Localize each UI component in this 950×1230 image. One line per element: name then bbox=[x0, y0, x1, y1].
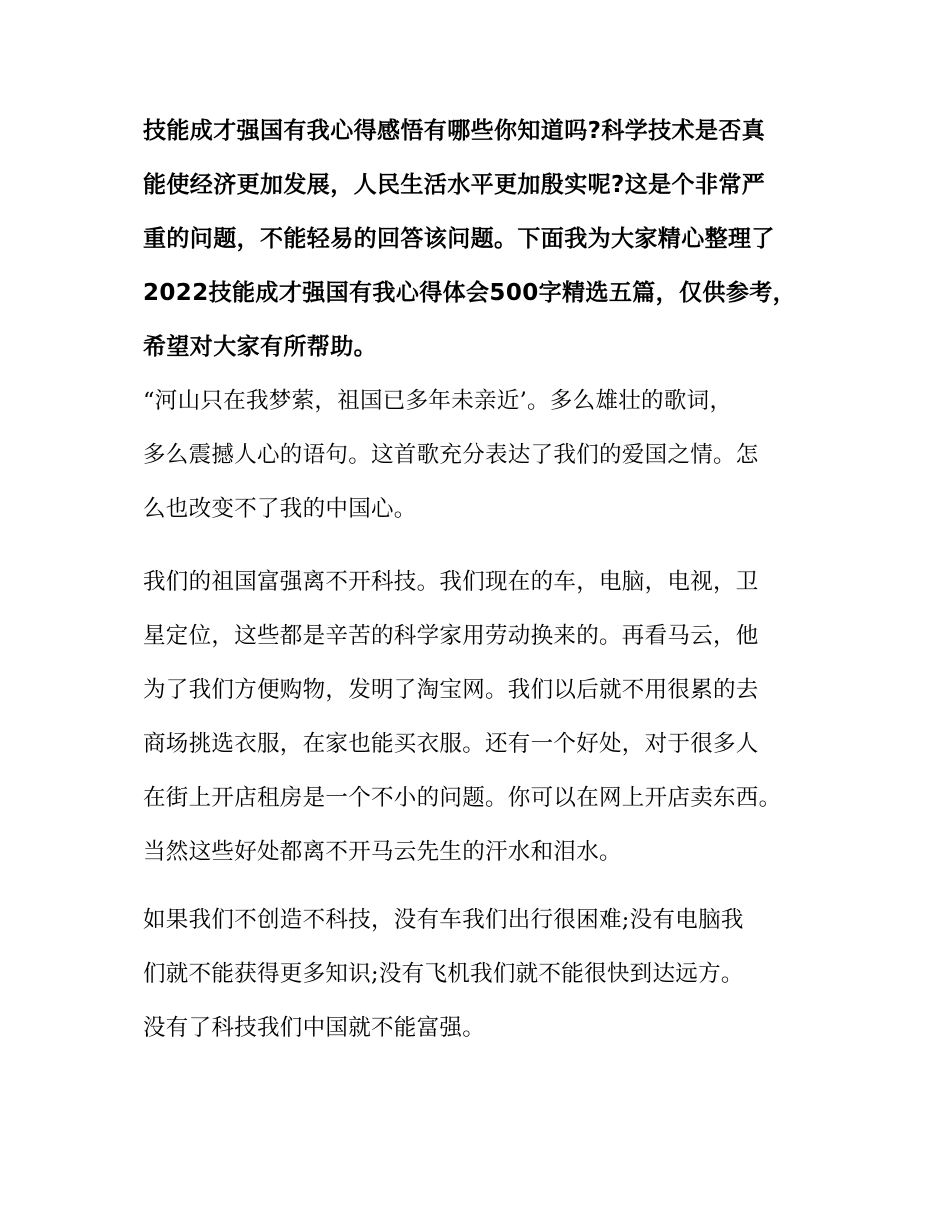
paragraph-2-line-5: 在街上开店租房是一个不小的问题。你可以在网上开店卖东西。 bbox=[143, 785, 782, 811]
paragraph-2-line-3: 为了我们方便购物，发明了淘宝网。我们以后就不用很累的去 bbox=[143, 677, 759, 703]
paragraph-2-line-6: 当然这些好处都离不开马云先生的汗水和泪水。 bbox=[143, 839, 622, 865]
paragraph-2-line-4: 商场挑选衣服，在家也能买衣服。还有一个好处，对于很多人 bbox=[143, 731, 759, 757]
paragraph-3-line-2: 们就不能获得更多知识;没有飞机我们就不能很快到达远方。 bbox=[143, 961, 744, 987]
intro-line-1: 技能成才强国有我心得感悟有哪些你知道吗?科学技术是否真 bbox=[143, 118, 766, 144]
intro-line-2: 能使经济更加发展，人民生活水平更加殷实呢?这是个非常严 bbox=[143, 172, 766, 198]
paragraph-2-line-1: 我们的祖国富强离不开科技。我们现在的车，电脑，电视，卫 bbox=[143, 569, 759, 595]
paragraph-3-line-3: 没有了科技我们中国就不能富强。 bbox=[143, 1015, 486, 1041]
intro-line-4: 2022技能成才强国有我心得体会500字精选五篇，仅供参考， bbox=[143, 280, 797, 306]
paragraph-3-line-1: 如果我们不创造不科技，没有车我们出行很困难;没有电脑我 bbox=[143, 907, 744, 933]
paragraph-1-line-3: 么也改变不了我的中国心。 bbox=[143, 496, 417, 522]
paragraph-1-line-1: “河山只在我梦萦，祖国已多年未亲近’。多么雄壮的歌词， bbox=[143, 388, 733, 414]
intro-line-5: 希望对大家有所帮助。 bbox=[143, 334, 377, 360]
paragraph-1-line-2: 多么震撼人心的语句。这首歌充分表达了我们的爱国之情。怎 bbox=[143, 442, 759, 468]
paragraph-2-line-2: 星定位，这些都是辛苦的科学家用劳动换来的。再看马云，他 bbox=[143, 623, 759, 649]
intro-line-3: 重的问题，不能轻易的回答该问题。下面我为大家精心整理了 bbox=[143, 226, 775, 252]
